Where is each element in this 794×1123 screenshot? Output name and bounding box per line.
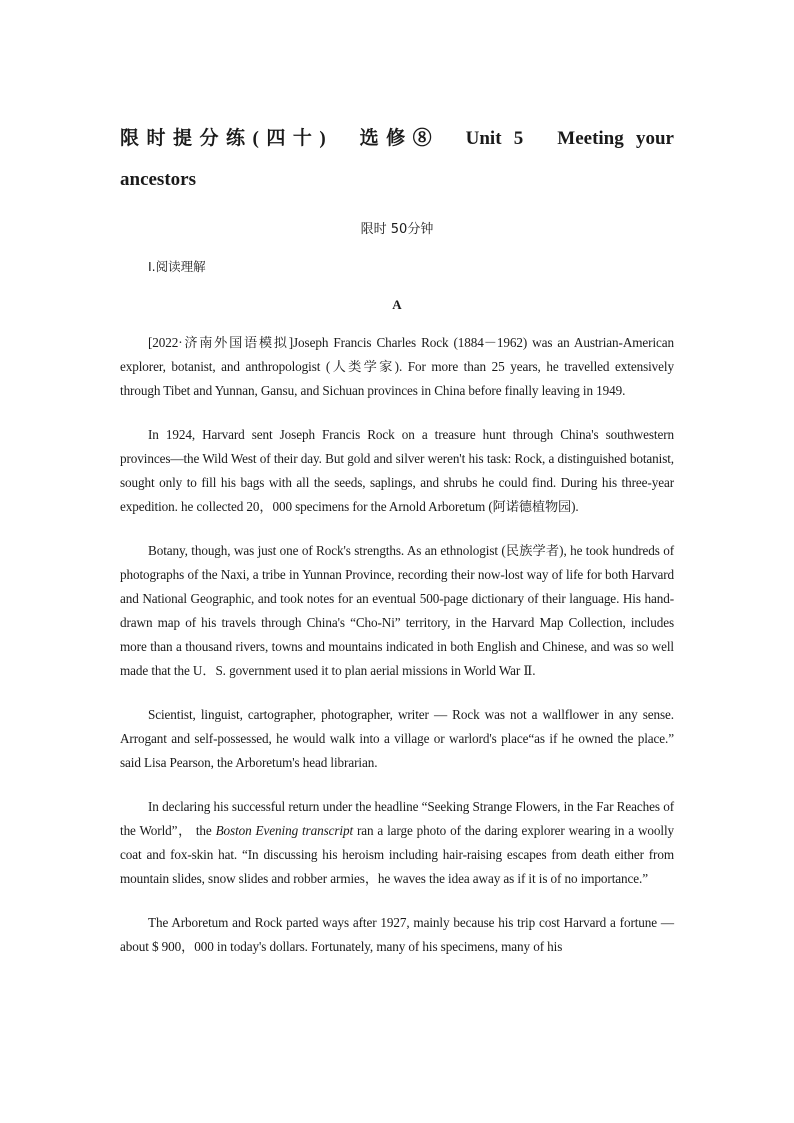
paragraph-3: Botany, though, was just one of Rock's strengths. As an ethnologist (民族学者), he took hundreds of photographs of the Naxi, a tribe in Yunnan Province, recording their now-lost way of life for both Harvard and National Geographic, and took notes for an eventual 500-page dictionary of their language. His hand-drawn map of his travels through China's “Cho-Ni” territory, in the Harvard Map Collection, includes more than a thousand rivers, towns and mountains indicated in both English and Chinese, and was so well made that the U．S. government used it to plan aerial missions in World War Ⅱ. bbox=[120, 543, 674, 678]
passage-label: A bbox=[392, 297, 402, 312]
paragraph-6: The Arboretum and Rock parted ways after 1927, mainly because his trip cost Harvard a fortune — about $ 900，000 in today's dollars. Fortunately, many of his specimens, many of his bbox=[120, 915, 674, 954]
paragraph-2: In 1924, Harvard sent Joseph Francis Rock on a treasure hunt through China's southwestern provinces—the Wild West of their day. But gold and silver weren't his task: Rock, a distinguished botanist, sought only to fill his bags with all the seeds, saplings, and shrubs he could find. During his three-year expedition. he collected 20，000 specimens for the Arnold Arboretum (阿诺德植物园). bbox=[120, 427, 674, 514]
paragraph-5 bbox=[120, 795, 674, 891]
paragraph-1 bbox=[120, 331, 674, 403]
newspaper-title: Boston Evening transcript bbox=[215, 823, 354, 838]
paragraph-text: In declaring his successful return under the headline “Seeking Strange Flowers, in the Far Reaches of the World”， the bbox=[120, 799, 674, 838]
document-page bbox=[120, 118, 674, 979]
section-heading: Ⅰ.阅读理解 bbox=[148, 259, 206, 274]
time-limit: 限时 50分钟 bbox=[360, 222, 434, 237]
source-tag: [2022·济南外国语模拟] bbox=[148, 335, 294, 350]
paragraph-4: Scientist, linguist, cartographer, photographer, writer — Rock was not a wallflower in any sense. Arrogant and self-possessed, he would walk into a village or warlord's place“as if he owned the place.” said Lisa Pearson, the Arboretum's head librarian. bbox=[120, 707, 674, 770]
page-title-continued: ancestors bbox=[120, 169, 196, 190]
paragraph-text: Joseph Francis Charles Rock (1884－1962) was an Austrian-American explorer, botanist, and anthropologist (人类学家). For more than 25 years, he travelled extensively through Tibet and Yunnan, Gansu, and Sichuan provinces in China before finally leaving in 1949. bbox=[120, 335, 675, 398]
page-title: 限时提分练(四十) 选修⑧ Unit 5 Meeting your bbox=[120, 128, 674, 149]
paragraph-text: ran a large photo of the daring explorer wearing in a woolly coat and fox-skin hat. “In discussing his heroism including hair-raising escapes from death either from mountain slides, snow slides and robber armies，he waves the idea away as if it is of no importance.” bbox=[120, 823, 674, 886]
